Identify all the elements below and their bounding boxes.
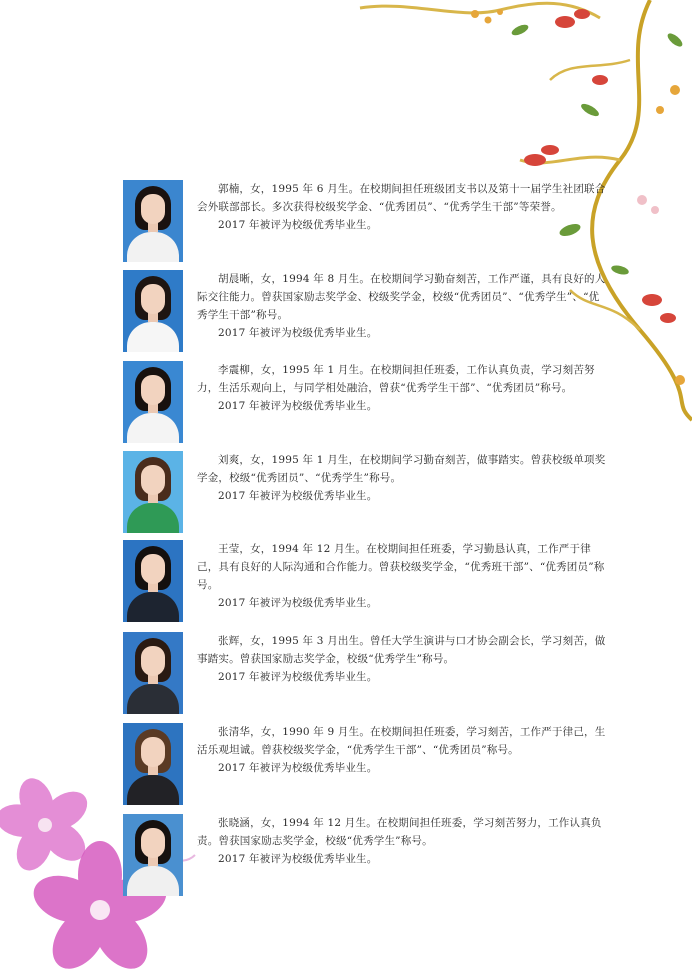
profile-honor: 2017 年被评为校级优秀毕业生。 [218, 327, 378, 339]
profile-entry [123, 632, 613, 714]
profile-description: 胡晨晰，女，1994 年 8 月生。在校期间学习勤奋刻苦，工作严谨，具有良好的人际交往能力。曾获国家励志奖学金、校级奖学金，校级“优秀团员”、“优秀学生”、“优秀学生干部”称号。 [197, 273, 606, 321]
portrait-photo [123, 632, 183, 714]
profile-honor: 2017 年被评为校级优秀毕业生。 [218, 400, 378, 412]
profile-entry [123, 540, 613, 622]
profile-entry [123, 451, 613, 533]
profile-text [197, 270, 609, 342]
portrait-photo [123, 723, 183, 805]
profile-text [197, 814, 609, 868]
profile-entry [123, 361, 613, 443]
profile-description: 李震柳，女，1995 年 1 月生。在校期间担任班委，工作认真负责，学习刻苦努力，生活乐观向上，与同学相处融洽，曾获“优秀学生干部”、“优秀团员”称号。 [197, 364, 595, 394]
profile-honor: 2017 年被评为校级优秀毕业生。 [218, 671, 378, 683]
portrait-photo [123, 814, 183, 896]
portrait-photo [123, 270, 183, 352]
profile-honor: 2017 年被评为校级优秀毕业生。 [218, 853, 378, 865]
profile-honor: 2017 年被评为校级优秀毕业生。 [218, 762, 378, 774]
profile-entry [123, 180, 613, 262]
profile-honor: 2017 年被评为校级优秀毕业生。 [218, 490, 378, 502]
profile-description: 郭楠，女，1995 年 6 月生。在校期间担任班级团支书以及第十一届学生社团联合会外联部部长。多次获得校级奖学金、“优秀团员”、“优秀学生干部”等荣誉。 [197, 183, 606, 213]
profile-text [197, 632, 609, 686]
portrait-photo [123, 180, 183, 262]
profile-text [197, 180, 609, 234]
profile-honor: 2017 年被评为校级优秀毕业生。 [218, 597, 378, 609]
portrait-photo [123, 540, 183, 622]
profile-entry [123, 270, 613, 352]
profile-text [197, 540, 609, 612]
profile-description: 刘爽，女，1995 年 1 月生，在校期间学习勤奋刻苦，做事踏实。曾获校级单项奖学金，校级“优秀团员”、“优秀学生”称号。 [197, 454, 606, 484]
profile-entry [123, 814, 613, 896]
profile-description: 张清华，女，1990 年 9 月生。在校期间担任班委，学习刻苦，工作严于律己，生活乐观坦诚。曾获校级奖学金，“优秀学生干部”、“优秀团员”称号。 [197, 726, 606, 756]
portrait-photo [123, 361, 183, 443]
portrait-photo [123, 451, 183, 533]
profile-text [197, 361, 609, 415]
profile-description: 张晓涵，女，1994 年 12 月生。在校期间担任班委，学习刻苦努力，工作认真负责。曾获国家励志奖学金，校级“优秀学生”称号。 [197, 817, 602, 847]
profile-text [197, 723, 609, 777]
profile-honor: 2017 年被评为校级优秀毕业生。 [218, 219, 378, 231]
profile-description: 王莹，女，1994 年 12 月生。在校期间担任班委，学习勤恳认真，工作严于律己，具有良好的人际沟通和合作能力。曾获校级奖学金，“优秀班干部”、“优秀团员”称号。 [197, 543, 605, 591]
profile-entry [123, 723, 613, 805]
profile-text [197, 451, 609, 505]
profile-description: 张辉，女，1995 年 3 月出生。曾任大学生演讲与口才协会副会长，学习刻苦，做事踏实。曾获国家励志奖学金，校级“优秀学生”称号。 [197, 635, 606, 665]
